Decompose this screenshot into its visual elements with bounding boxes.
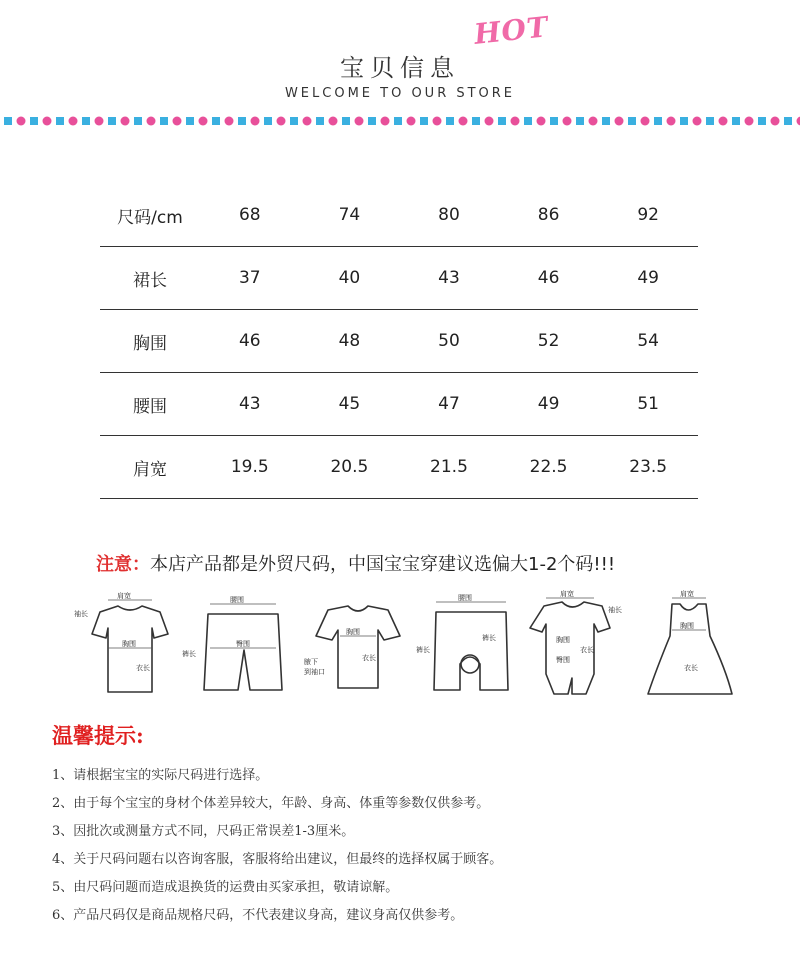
divider-dot (225, 117, 234, 126)
divider-dot (121, 117, 130, 126)
divider-dot (550, 117, 558, 125)
tshirt-shoulder-label: 肩宽 (117, 592, 131, 600)
divider-dot (355, 117, 364, 126)
table-cell: 40 (300, 247, 400, 310)
romper-chest-label: 胸围 (556, 636, 570, 644)
raglan-cuff-label: 到袖口 (304, 668, 325, 676)
romper-sleeve-label: 袖长 (608, 606, 622, 614)
divider-dot (329, 117, 338, 126)
table-cell: 22.5 (499, 436, 599, 499)
divider-dot (160, 117, 168, 125)
dotted-divider (0, 114, 800, 128)
romper-hip-label: 臀围 (556, 656, 570, 664)
divider-dot (719, 117, 728, 126)
tips-list (52, 766, 502, 934)
size-cell: 92 (598, 184, 698, 247)
table-cell: 21.5 (399, 436, 499, 499)
table-cell: 19.5 (200, 436, 300, 499)
divider-dot (199, 117, 208, 126)
tshirt-chest-label: 胸围 (122, 640, 136, 648)
divider-dot (667, 117, 676, 126)
size-header-row (100, 184, 698, 247)
table-cell: 23.5 (598, 436, 698, 499)
row-label: 裙长 (100, 247, 200, 310)
tshirt-sleeve-label: 袖长 (74, 610, 88, 618)
table-cell: 46 (499, 247, 599, 310)
table-row (100, 247, 698, 310)
list-item: 6、产品尺码仅是商品规格尺码，不代表建议身高，建议身高仅供参考。 (52, 908, 464, 923)
dress-chest-label: 胸围 (680, 622, 694, 630)
hot-label: HOT (472, 10, 551, 51)
divider-dot (433, 117, 442, 126)
table-cell: 50 (399, 310, 499, 373)
size-table (100, 184, 698, 499)
table-cell: 51 (598, 373, 698, 436)
pants-icon (434, 612, 508, 690)
table-cell: 45 (300, 373, 400, 436)
measurement-diagrams (60, 590, 750, 705)
divider-dot (17, 117, 26, 126)
row-label: 腰围 (100, 373, 200, 436)
divider-dot (420, 117, 428, 125)
table-cell: 49 (499, 373, 599, 436)
divider-dot (277, 117, 286, 126)
shorts-waist-label: 腰围 (230, 596, 244, 604)
divider-dot (69, 117, 78, 126)
divider-dot (381, 117, 390, 126)
divider-dot (108, 117, 116, 125)
divider-dot (615, 117, 624, 126)
table-cell: 46 (200, 310, 300, 373)
shorts-icon (204, 614, 282, 690)
divider-dot (368, 117, 376, 125)
tshirt-length-label: 衣长 (136, 664, 150, 672)
divider-dot (394, 117, 402, 125)
divider-dot (472, 117, 480, 125)
divider-dot (147, 117, 156, 126)
raglan-armpit-label: 腋下 (304, 658, 318, 666)
divider-dot (732, 117, 740, 125)
page-title: 宝贝信息 (340, 54, 460, 82)
divider-dot (758, 117, 766, 125)
dress-shoulder-label: 肩宽 (680, 590, 694, 598)
size-cell: 74 (300, 184, 400, 247)
notice-label: 注意： (96, 554, 150, 575)
table-row (100, 436, 698, 499)
divider-dot (680, 117, 688, 125)
divider-dot (134, 117, 142, 125)
shorts-hip-label: 臀围 (236, 640, 250, 648)
tips-title: 温馨提示: (52, 723, 144, 748)
table-cell: 48 (300, 310, 400, 373)
size-header-label: 尺码/cm (100, 184, 200, 247)
list-item: 5、由尺码问题而造成退换货的运费由买家承担，敬请谅解。 (52, 880, 399, 895)
divider-dot (316, 117, 324, 125)
table-cell: 52 (499, 310, 599, 373)
raglan-chest-label: 胸围 (346, 628, 360, 636)
divider-dot (290, 117, 298, 125)
row-label: 肩宽 (100, 436, 200, 499)
romper-icon (530, 602, 610, 694)
divider-dot (784, 117, 792, 125)
divider-dot (407, 117, 416, 126)
divider-dot (537, 117, 546, 126)
divider-dot (628, 117, 636, 125)
divider-dot (654, 117, 662, 125)
table-row (100, 373, 698, 436)
list-item: 4、关于尺码问题右以咨询客服，客服将给出建议，但最终的选择权属于顾客。 (52, 852, 503, 867)
divider-dot (251, 117, 260, 126)
divider-dot (30, 117, 38, 125)
raglan-length-label: 衣长 (362, 654, 376, 662)
size-cell: 80 (399, 184, 499, 247)
table-cell: 37 (200, 247, 300, 310)
divider-dot (797, 117, 800, 126)
divider-dot (771, 117, 780, 126)
divider-dot (4, 117, 12, 125)
divider-dot (173, 117, 182, 126)
size-notice (96, 550, 615, 576)
table-cell: 43 (200, 373, 300, 436)
divider-dot (524, 117, 532, 125)
divider-dot (212, 117, 220, 125)
divider-dot (56, 117, 64, 125)
size-cell: 68 (200, 184, 300, 247)
page-subtitle: WELCOME TO OUR STORE (284, 86, 516, 101)
pants-length-label: 裤长 (416, 646, 430, 654)
raglan-tee-icon (316, 606, 400, 688)
table-cell: 54 (598, 310, 698, 373)
table-cell: 49 (598, 247, 698, 310)
romper-shoulder-label: 肩宽 (560, 590, 574, 598)
table-cell: 20.5 (300, 436, 400, 499)
size-cell: 86 (499, 184, 599, 247)
divider-dot (602, 117, 610, 125)
divider-dot (745, 117, 754, 126)
pants-waist-label: 腰围 (458, 594, 472, 602)
pants-inseam-label: 裤长 (482, 634, 496, 642)
divider-dot (82, 117, 90, 125)
divider-dot (641, 117, 650, 126)
divider-dot (459, 117, 468, 126)
divider-dot (511, 117, 520, 126)
table-cell: 43 (399, 247, 499, 310)
divider-dot (342, 117, 350, 125)
list-item: 3、因批次或测量方式不同，尺码正常误差1-3厘米。 (52, 824, 355, 839)
romper-length-label: 衣长 (580, 646, 594, 654)
divider-dot (95, 117, 104, 126)
divider-dot (706, 117, 714, 125)
notice-text: 本店产品都是外贸尺码，中国宝宝穿建议选偏大1-2个码!!! (150, 554, 616, 575)
divider-dot (563, 117, 572, 126)
divider-dot (264, 117, 272, 125)
tshirt-icon (92, 606, 168, 692)
divider-dot (576, 117, 584, 125)
shorts-length-label: 裤长 (182, 650, 196, 658)
table-row (100, 310, 698, 373)
divider-dot (498, 117, 506, 125)
divider-dot (693, 117, 702, 126)
list-item: 2、由于每个宝宝的身材个体差异较大，年龄、身高、体重等参数仅供参考。 (52, 796, 490, 811)
row-label: 胸围 (100, 310, 200, 373)
divider-dot (186, 117, 194, 125)
divider-dot (589, 117, 598, 126)
list-item: 1、请根据宝宝的实际尺码进行选择。 (52, 768, 269, 783)
divider-dot (303, 117, 312, 126)
divider-dot (43, 117, 52, 126)
divider-dot (485, 117, 494, 126)
dress-length-label: 衣长 (684, 664, 698, 672)
dress-icon (648, 604, 732, 694)
table-cell: 47 (399, 373, 499, 436)
divider-dot (446, 117, 454, 125)
divider-dot (238, 117, 246, 125)
